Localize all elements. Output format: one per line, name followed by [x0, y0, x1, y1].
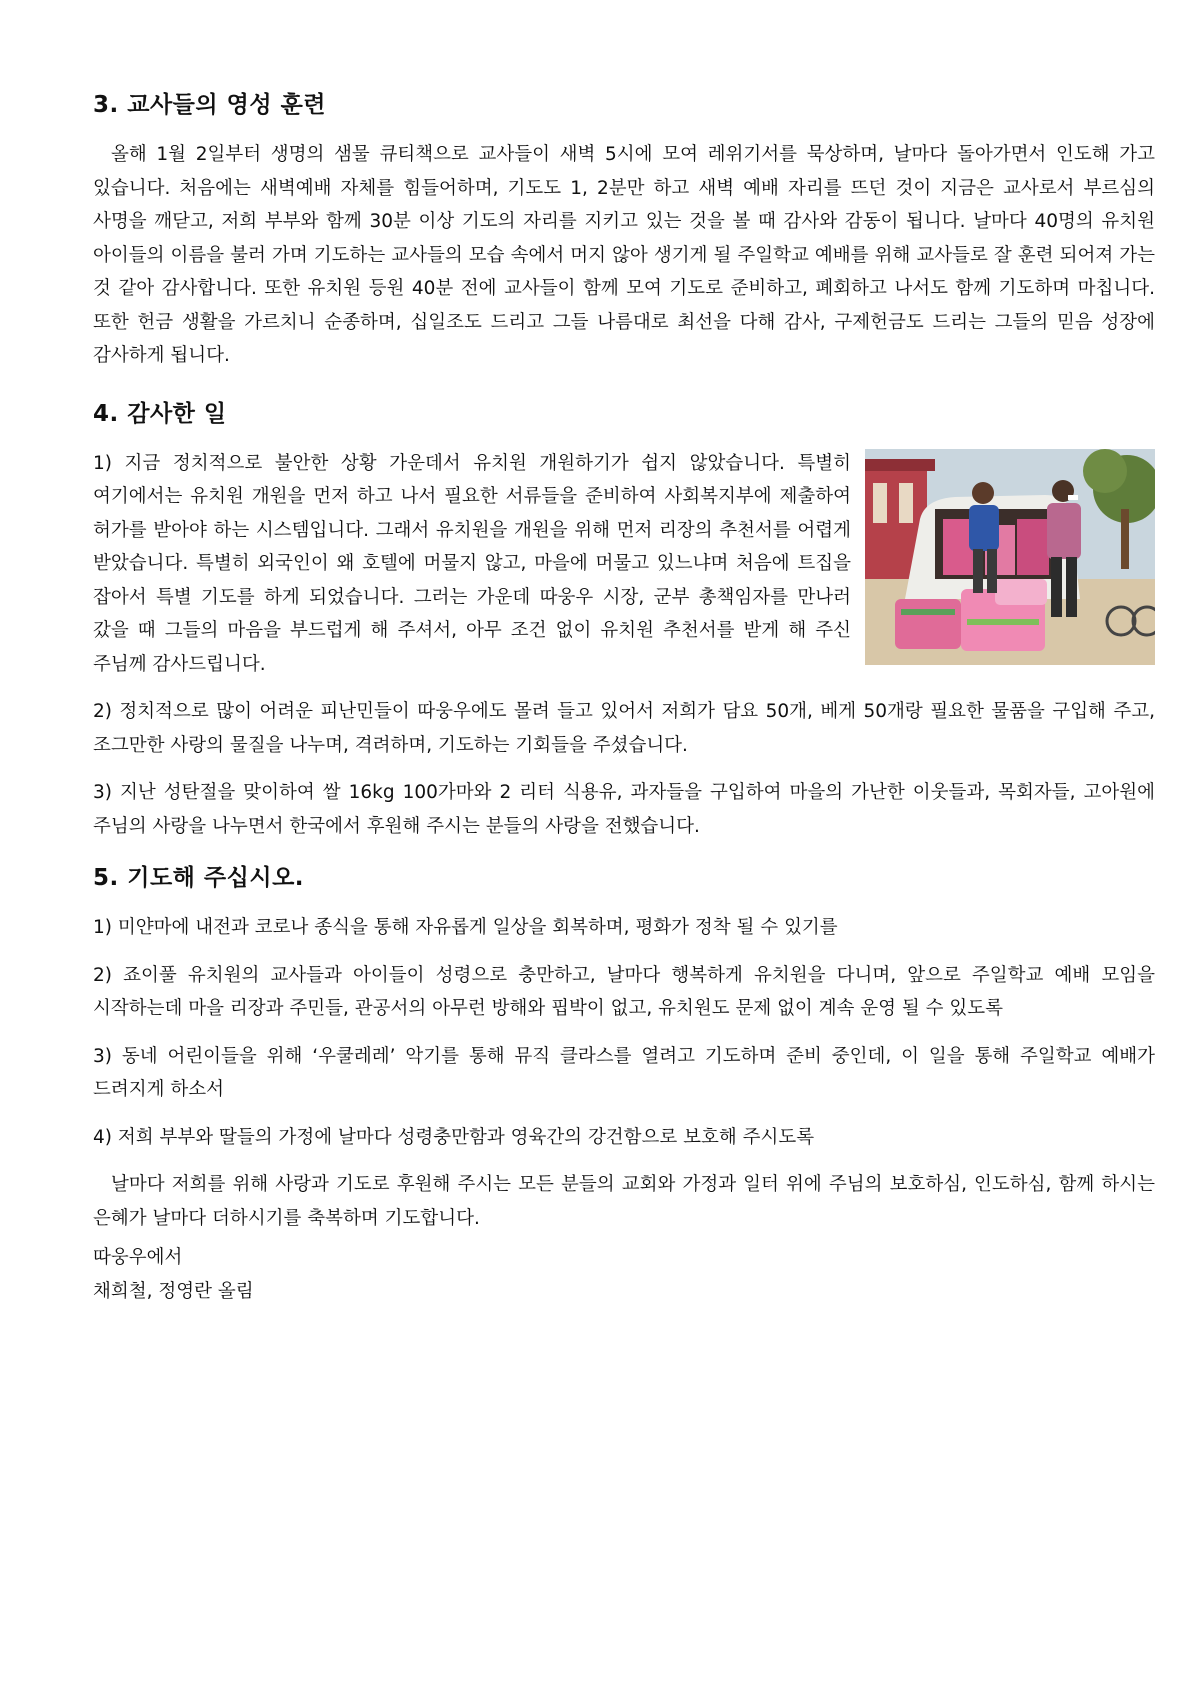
prayer-item-3: 3) 동네 어린이들을 위해 ‘우쿨레레’ 악기를 통해 뮤직 클라스를 열려고 기도하며 준비 중인데, 이 일을 통해 주일학교 예배가 드려지게 하소서 — [93, 1045, 1155, 1100]
prayer-item-4: 4) 저희 부부와 딸들의 가정에 날마다 성령충만함과 영육간의 강건함으로 보호해 주시도록 — [93, 1126, 815, 1148]
thanks-item-2: 2) 정치적으로 많이 어려운 피난민들이 따웅우에도 몰려 들고 있어서 저희가 담요 50개, 베게 50개랑 필요한 물품을 구입해 주고, 조그만한 사랑의 물질을 나누며, 격려하며, 기도하는 기회들을 주셨습니다. — [93, 701, 1155, 756]
section-3-heading: 3. 교사들의 영성 훈련 — [93, 92, 327, 118]
thanks-item-3: 3) 지난 성탄절을 맞이하여 쌀 16kg 100가마와 2 리터 식용유, 과자들을 구입하여 마을의 가난한 이웃들과, 목회자들, 고아원에 주님의 사랑을 나누면서 한국에서 후원해 주시는 분들의 사랑을 전했습니다. — [93, 782, 1155, 837]
section-prayer-requests — [93, 861, 1155, 1235]
section-teacher-training — [93, 88, 1155, 373]
signature-place: 따웅우에서 — [93, 1247, 183, 1268]
signature-names: 채희철, 정영란 올림 — [93, 1280, 254, 1302]
section-thanksgiving — [93, 397, 1155, 844]
photo-illustration — [865, 449, 1155, 665]
closing-blessing: 날마다 저희를 위해 사랑과 기도로 후원해 주시는 모든 분들의 교회와 가정과 일터 위에 주님의 보호하심, 인도하심, 함께 하시는 은혜가 날마다 더하시기를 축복하며 기도합니다. — [93, 1174, 1155, 1229]
section-5-heading: 5. 기도해 주십시오. — [93, 865, 305, 891]
prayer-item-2: 2) 죠이풀 유치원의 교사들과 아이들이 성령으로 충만하고, 날마다 행복하게 유치원을 다니며, 앞으로 주일학교 예배 모임을 시작하는데 마을 리장과 주민들, 관공서의 아무런 방해와 핍박이 없고, 유치원도 문제 없이 계속 운영 될 수 있도록 — [93, 964, 1155, 1019]
thanks-item-1: 1) 지금 정치적으로 불안한 상황 가운데서 유치원 개원하기가 쉽지 않았습니다. 특별히 여기에서는 유치원 개원을 먼저 하고 나서 필요한 서류들을 준비하여 사회복지부에 제출하여 허가를 받아야 하는 시스템입니다. 그래서 유치원을 개원을 위해 먼저 리장의 추천서를 어렵게 받았습니다. 특별히 외국인이 왜 호텔에 머물지 않고, 마을에 머물고 있느냐며 처음에 트집을 잡아서 특별 기도를 하게 되었습니다. 그러는 가운데 따웅우 시장, 군부 총책임자를 만나러 갔을 때 그들의 마음을 부드럽게 해 주셔서, 아무 조건 없이 유치원 추천서를 받게 해 주신 주님께 감사드립니다. — [93, 452, 851, 675]
thanks-item-1-block — [93, 447, 1155, 682]
signature-block — [93, 1241, 1155, 1308]
letter-page — [93, 88, 1155, 1308]
section-3-body: 올해 1월 2일부터 생명의 샘물 큐티책으로 교사들이 새벽 5시에 모여 레위기서를 묵상하며, 날마다 돌아가면서 인도해 가고 있습니다. 처음에는 새벽예배 자체를 힘들어하며, 기도도 1, 2분만 하고 새벽 예배 자리를 뜨던 것이 지금은 교사로서 부르심의 사명을 깨닫고, 저희 부부와 함께 30분 이상 기도의 자리를 지키고 있는 것을 볼 때 감사와 감동이 됩니다. 날마다 40명의 유치원 아이들의 이름을 불러 가며 기도하는 교사들의 모습 속에서 머지 않아 생기게 될 주일학교 예배를 위해 교사들로 잘 훈련 되어져 가는 것 같아 감사합니다. 또한 유치원 등원 40분 전에 교사들이 함께 모여 기도로 준비하고, 폐회하고 나서도 함께 기도하며 마칩니다. 또한 헌금 생활을 가르치니 순종하며, 십일조도 드리고 그들 나름대로 최선을 다해 감사, 구제헌금도 드리는 그들의 믿음 성장에 감사하게 됩니다. — [93, 144, 1155, 366]
section-4-heading: 4. 감사한 일 — [93, 400, 227, 427]
photo-distributing-supplies — [865, 449, 1155, 665]
prayer-item-1: 1) 미얀마에 내전과 코로나 종식을 통해 자유롭게 일상을 회복하며, 평화가 정착 될 수 있기를 — [93, 917, 838, 938]
